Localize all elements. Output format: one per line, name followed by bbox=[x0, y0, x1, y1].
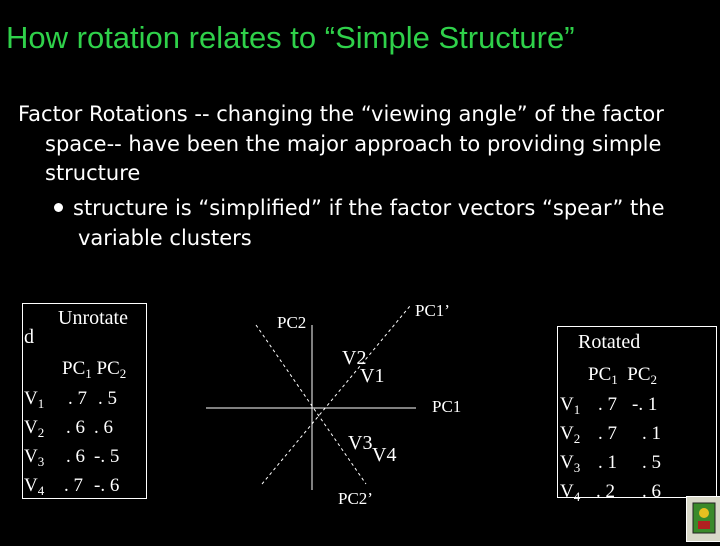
table-row: $V_2$ . 6 . 6 bbox=[24, 417, 113, 440]
paragraph-line-1: Factor Rotations -- changing the “viewing angle” of the factor bbox=[18, 102, 664, 126]
rotated-table bbox=[560, 394, 710, 510]
unrotated-heading-d: d bbox=[24, 326, 34, 348]
table-row: $V_2$ . 7 . 1 bbox=[560, 423, 661, 446]
table-row: $V_3$ . 6 -. 5 bbox=[24, 446, 120, 469]
pc1-label: PC1 bbox=[432, 397, 462, 416]
slide-title: How rotation relates to “Simple Structure” bbox=[6, 20, 575, 55]
pc1-rotated-label: PC1’ bbox=[415, 301, 450, 320]
pc2-label: PC2 bbox=[277, 313, 307, 332]
bullet-line-2: variable clusters bbox=[78, 226, 252, 250]
unrotated-header: $PC_1$ $PC_2$ bbox=[62, 358, 127, 381]
unrotated-heading: Unrotate bbox=[58, 307, 128, 329]
pc2-rotated-label: PC2’ bbox=[338, 489, 373, 508]
table-row: $V_3$ . 1 . 5 bbox=[560, 452, 661, 475]
rotated-header: $PC_1$ $PC_2$ bbox=[588, 364, 657, 387]
table-row: $V_4$ . 2 . 6 bbox=[560, 481, 661, 504]
v3-label: V3 bbox=[348, 432, 373, 454]
table-row: $V_1$ . 7 -. 1 bbox=[560, 394, 658, 417]
bullet-text: structure is “simplified” if the factor vectors “spear” the bbox=[73, 196, 665, 220]
paragraph-line-3: structure bbox=[45, 161, 141, 185]
table-row: $V_4$ . 7 -. 6 bbox=[24, 475, 120, 498]
rotated-heading: Rotated bbox=[578, 331, 641, 353]
v2-label: V2 bbox=[342, 347, 367, 369]
v1-label: V1 bbox=[360, 365, 385, 387]
table-row: $V_1$ . 7 . 5 bbox=[24, 388, 117, 411]
v4-label: V4 bbox=[372, 444, 397, 466]
paragraph-line-2: space-- have been the major approach to providing simple bbox=[45, 132, 662, 156]
corner-logo-icon bbox=[686, 496, 720, 542]
